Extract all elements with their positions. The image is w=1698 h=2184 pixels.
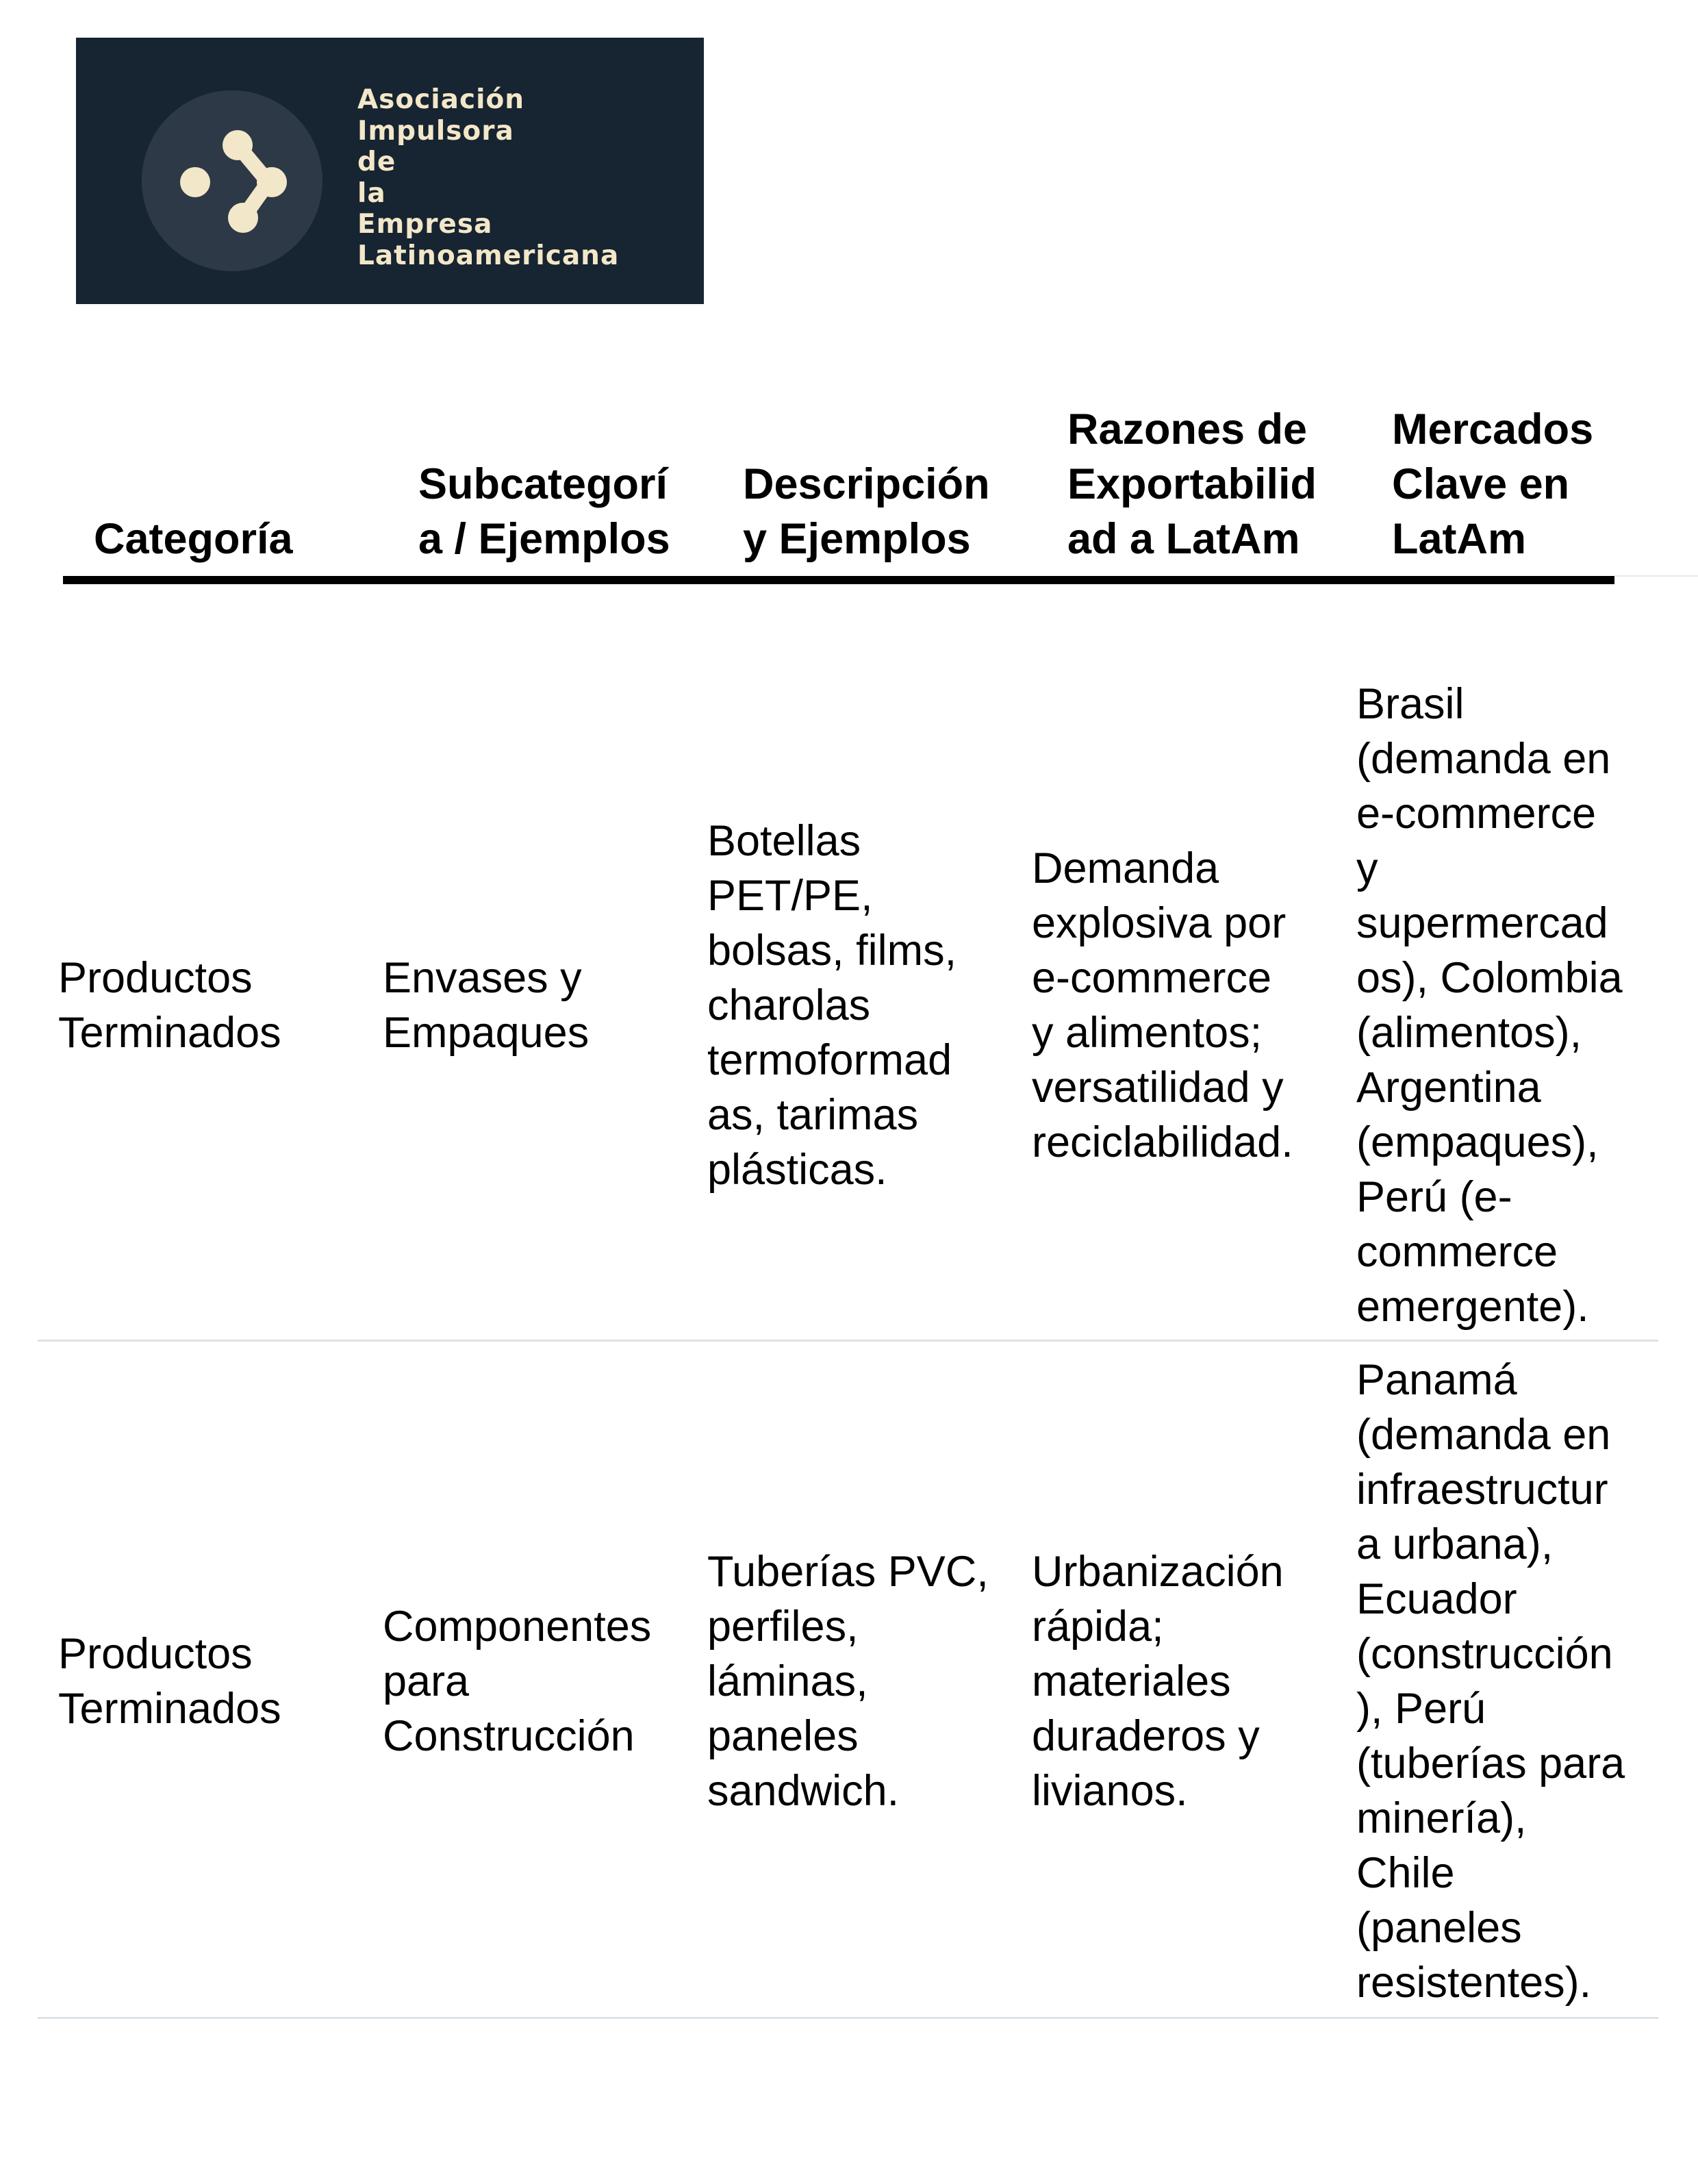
cell-razones: Demanda explosiva por e-commerce y alimentos; versatilidad y reciclabilidad. — [1032, 844, 1293, 1166]
cell-mercados: Panamá (demanda en infraestructur a urbana), Ecuador (construcción ), Perú (tuberías para minería), Chile (paneles resistentes). — [1356, 1356, 1625, 2007]
table-header-row — [0, 399, 1698, 583]
header-razones: Razones de Exportabilid ad a LatAm — [1067, 405, 1317, 563]
header-descripcion: Descripción y Ejemplos — [743, 460, 990, 563]
cell-descripcion: Botellas PET/PE, bolsas, films, charolas termoformad as, tarimas plásticas. — [707, 817, 957, 1194]
logo-line: Empresa — [357, 209, 493, 240]
logo-line: Impulsora — [357, 115, 514, 147]
row-divider — [38, 1340, 1658, 1342]
cell-descripcion: Tuberías PVC, perfiles, láminas, paneles sandwich. — [707, 1548, 989, 1815]
table-row — [0, 1347, 1698, 2016]
logo-line: la — [357, 177, 386, 209]
cell-categoria: Productos Terminados — [58, 1630, 281, 1733]
cell-subcategoria: Envases y Empaques — [383, 954, 590, 1057]
cell-razones: Urbanización rápida; materiales duraderos y livianos. — [1032, 1548, 1284, 1815]
header-subcategoria: Subcategorí a / Ejemplos — [418, 460, 670, 563]
table-row — [0, 671, 1698, 1340]
header-categoria: Categoría — [94, 515, 293, 563]
cell-categoria: Productos Terminados — [58, 954, 281, 1057]
cell-subcategoria: Componentes para Construcción — [383, 1603, 652, 1760]
network-node-logo-icon — [142, 90, 322, 271]
header-mercados: Mercados Clave en LatAm — [1392, 405, 1594, 563]
logo-line: Asociación — [357, 84, 525, 115]
logo-wordmark — [357, 84, 619, 271]
cell-mercados: Brasil (demanda en e-commerce y supermercad os), Colombia (alimentos), Argentina (empaques), Perú (e- commerce emergente). — [1356, 680, 1623, 1331]
logo-line: de — [357, 147, 396, 177]
row-divider — [38, 2017, 1658, 2019]
header-divider-extension — [1614, 575, 1698, 577]
logo-line: Latinoamericana — [357, 240, 620, 271]
header-divider — [63, 576, 1614, 584]
organization-logo — [76, 38, 704, 304]
